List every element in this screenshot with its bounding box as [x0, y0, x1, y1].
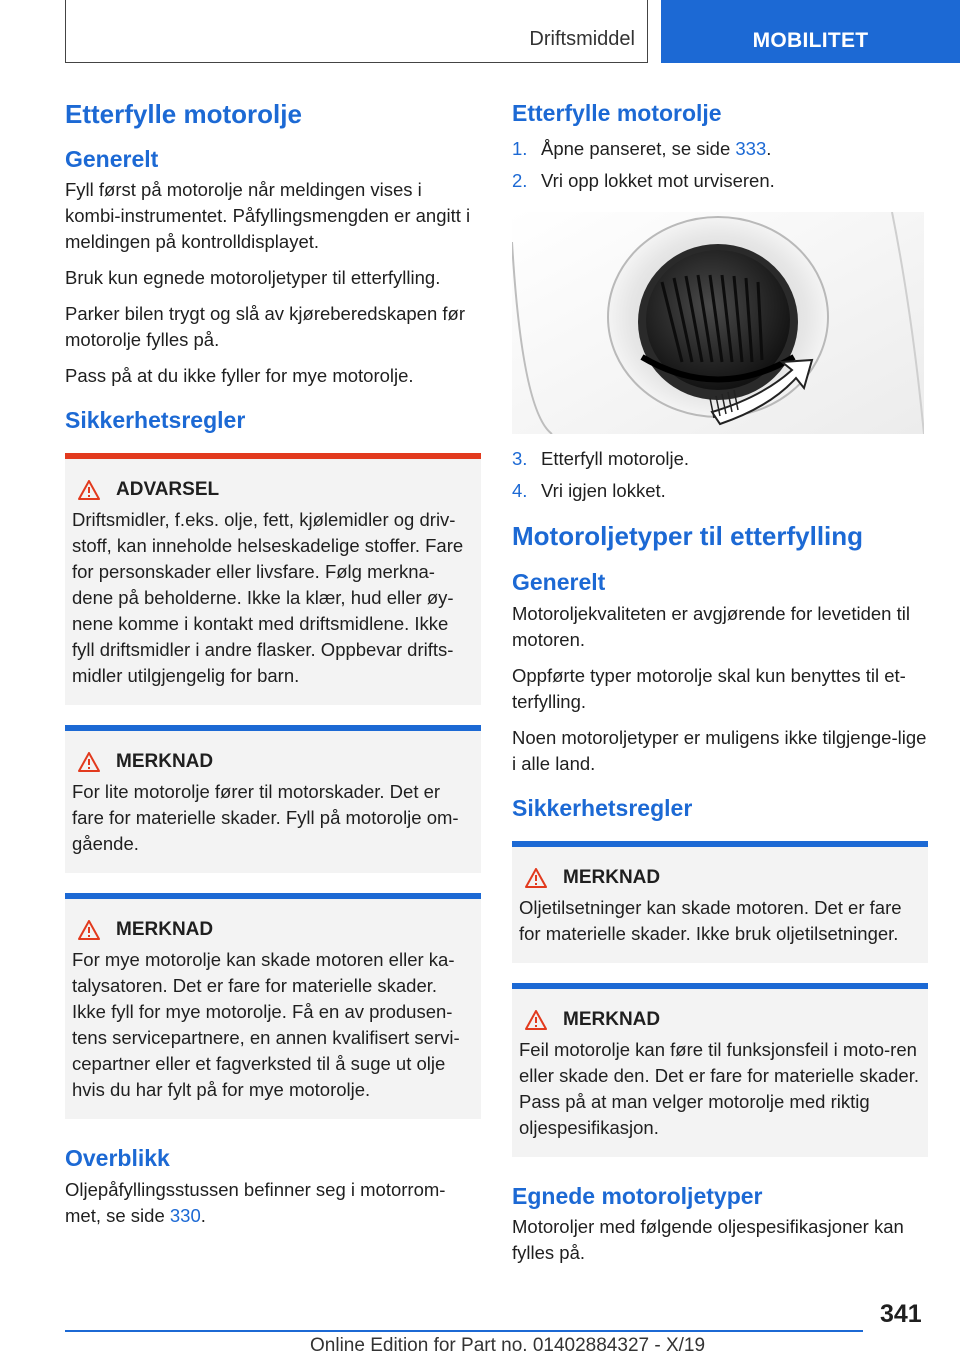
header-section-box [65, 0, 648, 63]
note-box-text: Oljetilsetninger kan skade motoren. Det er fare for materielle skader. Ikke bruk oljetilsetninger. [519, 896, 902, 944]
note-box-title: MERKNAD [563, 866, 661, 888]
note-box-1 [65, 725, 481, 873]
left-generelt-p3: Parker bilen trygt og slå av kjøreberedskapen før motorolje fylles på. [65, 303, 465, 351]
right-egnede-text: Motoroljer med følgende oljespesifikasjoner kan fylles på. [512, 1216, 904, 1264]
list-item: 2. Vri opp lokket mot urviseren. [512, 169, 775, 191]
right-sikkerhet-heading: Sikkerhetsregler [512, 795, 693, 822]
steps-list-b [512, 446, 928, 504]
note-box-3 [512, 841, 928, 963]
note-box-title: MERKNAD [116, 919, 214, 941]
note-box-title: MERKNAD [116, 751, 214, 773]
header-section-title: Driftsmiddel [529, 28, 635, 50]
left-title: Etterfylle motorolje [65, 99, 302, 129]
left-generelt-p2: Bruk kun egnede motoroljetyper til etterfylling. [65, 267, 441, 289]
warning-triangle-icon [78, 920, 100, 940]
left-column [65, 100, 481, 1239]
right-generelt-p1: Motoroljekvaliteten er avgjørende for levetiden til motoren. [512, 603, 910, 651]
page-link-333[interactable]: 333 [735, 137, 767, 159]
page-link-330[interactable]: 330 [169, 1204, 201, 1226]
list-item: 1. Åpne panseret, se side 333. [512, 137, 772, 159]
right-generelt-p2: Oppførte typer motorolje skal kun benyttes til et-terfylling. [512, 665, 906, 713]
right-title: Etterfylle motorolje [512, 100, 722, 126]
footer-divider [65, 1330, 863, 1332]
warning-box-text: Driftsmidler, f.eks. olje, fett, kjølemidler og driv-stoff, kan inneholde helseskadelige stoffer. Fare for personskader eller livsfare. Følg merkna-dene på beholderne. Ikke la klær, hud eller øy-nene komme i kontakt med driftsmidlene. Ikke fyll driftsmidler i andre flasker. Oppbevar drifts-midler utilgjengelig for barn. [72, 509, 464, 687]
warning-triangle-icon [525, 1010, 547, 1030]
right-generelt-heading: Generelt [512, 569, 606, 596]
right-generelt-p3: Noen motoroljetyper er muligens ikke tilgjenge-lige i alle land. [512, 727, 927, 775]
note-box-2 [65, 893, 481, 1119]
steps-list-a [512, 136, 928, 194]
page-number: 341 [880, 1300, 922, 1328]
left-overblikk-heading: Overblikk [65, 1145, 170, 1172]
footer-edition: Online Edition for Part no. 01402884327 - X/19 [310, 1335, 706, 1356]
left-sikkerhet-heading: Sikkerhetsregler [65, 407, 246, 434]
note-box-text: Feil motorolje kan føre til funksjonsfeil i moto-ren eller skade den. Det er fare for materielle skader. Pass på at man velger motorolje med riktig oljespesifikasjon. [519, 1038, 919, 1138]
warning-box-title: ADVARSEL [116, 479, 220, 501]
right-egnede-heading: Egnede motoroljetyper [512, 1182, 763, 1209]
note-box-4 [512, 983, 928, 1157]
note-box-text: For mye motorolje kan skade motoren eller ka-talysatoren. Det er fare for materielle skader. Ikke fyll for mye motorolje. Få en av produsen-tens servicepartnere, en annen kvalifisert servi-cepartner eller et fagverksted til å suge ut olje hvis du har fylt på for mye motorolje. [72, 949, 460, 1101]
left-generelt-heading: Generelt [65, 145, 159, 172]
left-overblikk-text: Oljepåfyllingsstussen befinner seg i motorrom-met, se side 330. [65, 1178, 446, 1226]
right-types-title: Motoroljetyper til etterfylling [512, 520, 864, 551]
header-tab-mobilitet[interactable]: MOBILITET [661, 0, 960, 63]
warning-triangle-icon [525, 868, 547, 888]
oil-cap-photo [512, 212, 924, 434]
warning-box-advarsel [65, 453, 481, 705]
note-box-text: For lite motorolje fører til motorskader. Det er fare for materielle skader. Fyll på motorolje om-gående. [72, 781, 459, 855]
warning-triangle-icon [78, 480, 100, 500]
list-item: 3. Etterfyll motorolje. [512, 447, 690, 469]
right-column [512, 100, 928, 1276]
warning-triangle-icon [78, 752, 100, 772]
left-generelt-p1: Fyll først på motorolje når meldingen vises i kombi-instrumentet. Påfyllingsmengden er angitt i meldingen på kontrolldisplayet. [65, 179, 471, 253]
left-generelt-p4: Pass på at du ikke fyller for mye motorolje. [65, 365, 414, 387]
list-item: 4. Vri igjen lokket. [512, 479, 666, 501]
note-box-title: MERKNAD [563, 1008, 661, 1030]
